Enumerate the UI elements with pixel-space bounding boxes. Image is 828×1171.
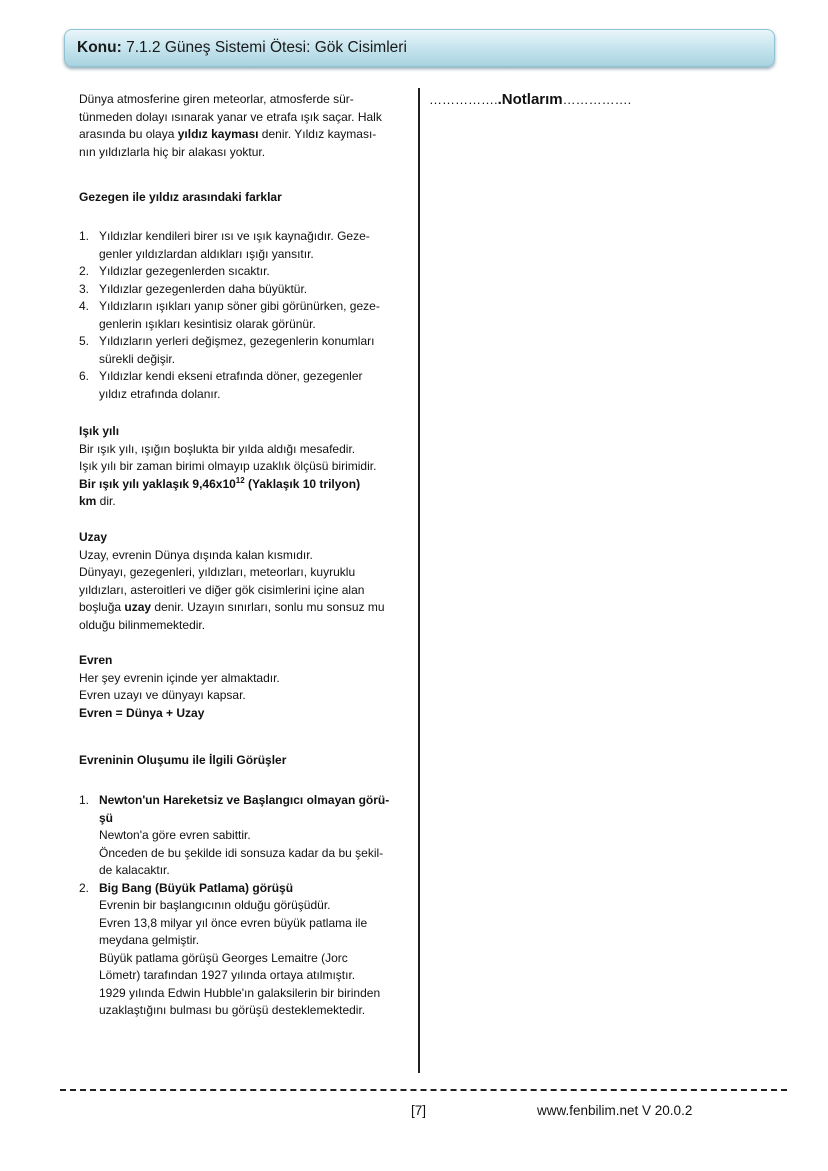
text-segment: Gezegen ile yıldız arasındaki farklar (79, 190, 282, 204)
text-line (79, 915, 414, 933)
notes-heading (429, 91, 631, 108)
list-number: 2. (79, 880, 90, 895)
text-line (79, 246, 414, 264)
notes-title: .Notlarım (497, 91, 563, 108)
text-segment: Evrenin bir başlangıcının olduğu görüşüdür. (99, 898, 331, 912)
text-line (79, 1002, 414, 1020)
list-number: 3. (79, 281, 90, 296)
text-segment: Yıldızların ışıkları yanıp söner gibi görünürken, geze- (99, 299, 380, 313)
intro-paragraph (79, 91, 414, 161)
text-line (79, 423, 414, 441)
text-line (79, 109, 414, 127)
differences-list (79, 228, 414, 403)
text-segment: tünmeden dolayı ısınarak yanar ve etrafa ışık saçar. Halk (79, 109, 382, 124)
notes-dots-right: ……………. (562, 92, 632, 107)
text-line (79, 368, 414, 386)
text-segment: dir. (96, 494, 116, 508)
text-line (79, 897, 414, 915)
footer-divider (60, 1089, 787, 1091)
text-line (79, 950, 414, 968)
text-segment: Evren = Dünya + Uzay (79, 705, 205, 720)
heading-universe-views (79, 752, 414, 770)
text-segment: Işık yılı bir zaman birimi olmayıp uzaklık ölçüsü birimidir. (79, 459, 377, 473)
text-segment: yıldızları, asteroitleri ve diğer gök cisimlerini içine alan (79, 582, 365, 597)
text-line (79, 792, 414, 810)
page-number: [7] (411, 1103, 427, 1118)
text-segment: Her şey evrenin içinde yer almaktadır. (79, 670, 280, 685)
text-segment: km (79, 494, 97, 508)
text-line (79, 281, 414, 299)
text-segment: Uzay, evrenin Dünya dışında kalan kısmıdır. (79, 547, 313, 562)
text-line (79, 752, 414, 770)
universe-section (79, 652, 414, 722)
text-line (79, 189, 414, 207)
text-line (79, 126, 414, 144)
text-line (79, 228, 414, 246)
text-line (79, 862, 414, 880)
text-segment: Yıldızlar kendi ekseni etrafında döner, gezegenler (99, 369, 363, 383)
text-segment: genlerin ışıkları kesintisiz olarak görünür. (99, 316, 316, 331)
text-segment: Lömetr) tarafından 1927 yılında ortaya atılmıştır. (99, 968, 356, 982)
text-segment: arasında bu olaya (79, 127, 178, 141)
text-line (79, 441, 414, 459)
text-segment: Büyük patlama görüşü Georges Lemaitre (Jorc (99, 950, 348, 965)
text-line (79, 263, 414, 281)
text-segment: 1929 yılında Edwin Hubble'ın galaksilerin bir birinden (99, 985, 381, 1000)
text-segment: sürekli değişir. (99, 351, 176, 366)
text-segment: Bir ışık yılı yaklaşık 9,46x10 (79, 476, 236, 491)
text-line (79, 298, 414, 316)
text-line (79, 547, 414, 565)
text-segment: Dünyayı, gezegenleri, yıldızları, meteorları, kuyruklu (79, 565, 356, 579)
list-number: 1. (79, 229, 90, 243)
text-line (79, 333, 414, 351)
text-segment: genler yıldızlardan aldıkları ışığı yansıtır. (99, 246, 314, 261)
text-line (79, 670, 414, 688)
column-divider (418, 88, 420, 1073)
text-line (79, 985, 414, 1003)
text-line (79, 687, 414, 705)
text-segment: yıldız kayması (177, 127, 259, 141)
text-segment: Yıldızlar kendileri birer ısı ve ışık kaynağıdır. Geze- (99, 229, 370, 243)
text-segment: yıldız etrafında dolanır. (99, 386, 221, 401)
text-segment: Evren uzayı ve dünyayı kapsar. (79, 688, 246, 702)
text-line (79, 705, 414, 723)
text-line (79, 599, 414, 617)
site-version: www.fenbilim.net V 20.0.2 (537, 1103, 693, 1118)
universe-views-list (79, 792, 414, 1020)
text-segment: Evren 13,8 milyar yıl önce evren büyük patlama ile (99, 915, 368, 930)
text-line (79, 316, 414, 334)
topic-label: Konu: (77, 39, 122, 56)
text-segment: Önceden de bu şekilde idi sonsuza kadar da bu şekil- (99, 845, 384, 860)
text-line (79, 827, 414, 845)
text-line (79, 493, 414, 511)
text-line (79, 386, 414, 404)
text-line (79, 458, 414, 476)
text-segment: meydana gelmiştir. (99, 933, 200, 947)
list-number: 2. (79, 264, 90, 278)
text-line (79, 476, 414, 494)
text-segment: Uzay (79, 530, 108, 544)
text-line (79, 144, 414, 162)
text-segment: denir. Uzayın sınırları, sonlu mu sonsuz mu (151, 600, 385, 614)
text-segment: Newton'a göre evren sabittir. (99, 828, 251, 842)
text-line (79, 652, 414, 670)
text-segment: Dünya atmosferine giren meteorlar, atmosferde sür- (79, 92, 354, 106)
text-segment: Işık yılı (79, 424, 120, 438)
text-segment: Evren (79, 653, 113, 667)
topic-title (77, 39, 407, 57)
list-number: 6. (79, 369, 90, 383)
text-segment: uzaklaştığını bulması bu görüşü desteklemektedir. (99, 1003, 366, 1017)
text-segment: de kalacaktır. (99, 863, 170, 877)
text-line (79, 91, 414, 109)
text-line (79, 529, 414, 547)
space-section (79, 529, 414, 634)
text-segment: nın yıldızlarla hiç bir alakası yoktur. (79, 144, 266, 159)
text-segment: denir. Yıldız kayması- (258, 127, 377, 141)
text-segment: uzay (124, 600, 152, 614)
text-segment: Evreninin Oluşumu ile İlgili Görüşler (79, 753, 287, 767)
text-segment: boşluğa (79, 600, 125, 614)
superscript: 12 (235, 475, 245, 485)
notes-dots-left: ……………. (429, 92, 498, 107)
light-year-section (79, 423, 414, 511)
text-segment: Yıldızlar gezegenlerden daha büyüktür. (99, 281, 308, 296)
topic-text: 7.1.2 Güneş Sistemi Ötesi: Gök Cisimleri (126, 39, 407, 56)
topic-header (64, 29, 775, 67)
text-segment: Newton'un Hareketsiz ve Başlangıcı olmayan görü- (99, 793, 390, 807)
text-segment: Yıldızlar gezegenlerden sıcaktır. (99, 264, 270, 278)
text-line (79, 564, 414, 582)
text-line (79, 351, 414, 369)
text-segment: olduğu bilinmemektedir. (79, 617, 206, 632)
text-segment: Yıldızların yerleri değişmez, gezegenlerin konumları (99, 334, 375, 348)
heading-differences (79, 189, 414, 207)
text-segment: şü (99, 810, 114, 825)
list-number: 5. (79, 334, 90, 348)
text-line (79, 880, 414, 898)
text-segment: Bir ışık yılı, ışığın boşlukta bir yılda aldığı mesafedir. (79, 441, 356, 456)
text-segment: (Yaklaşık 10 trilyon) (244, 476, 361, 491)
text-line (79, 932, 414, 950)
text-line (79, 845, 414, 863)
text-line (79, 967, 414, 985)
text-segment: Big Bang (Büyük Patlama) görüşü (99, 880, 294, 895)
list-number: 1. (79, 793, 90, 807)
list-number: 4. (79, 299, 90, 313)
text-line (79, 582, 414, 600)
text-line (79, 617, 414, 635)
text-line (79, 810, 414, 828)
